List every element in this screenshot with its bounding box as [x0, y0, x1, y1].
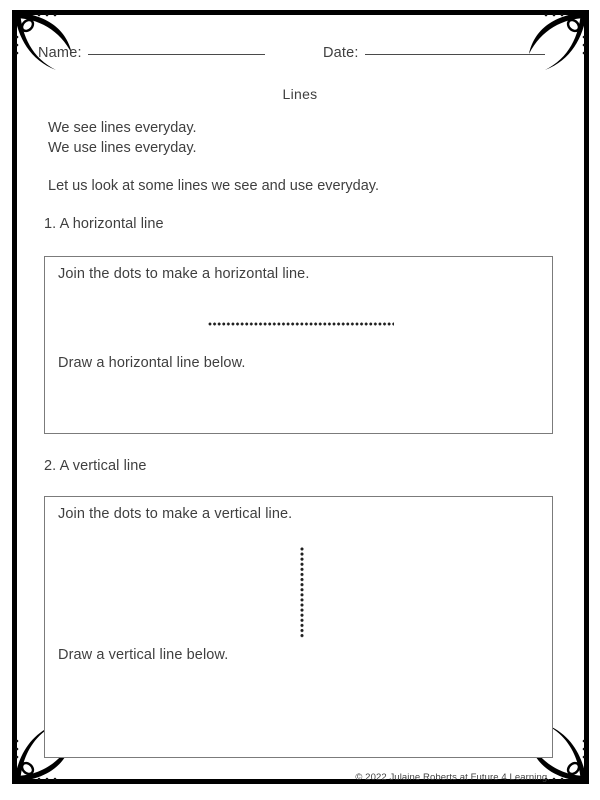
dotted-guide-horizontal[interactable] — [208, 322, 394, 326]
name-input-rule[interactable] — [88, 54, 265, 55]
draw-instruction-horizontal: Draw a horizontal line below. — [58, 355, 246, 371]
section-heading-vertical: 2. A vertical line — [44, 458, 147, 474]
intro-line-2: We use lines everyday. — [48, 140, 197, 156]
intro-line-1: We see lines everyday. — [48, 120, 197, 136]
student-info-row — [38, 45, 558, 69]
page-title: Lines — [282, 86, 318, 102]
exercise-box-vertical — [44, 496, 553, 758]
intro-spacer — [48, 158, 528, 176]
date-field-group[interactable] — [323, 45, 545, 61]
date-input-rule[interactable] — [365, 54, 545, 55]
draw-instruction-vertical: Draw a vertical line below. — [58, 647, 229, 663]
page-border-top — [12, 10, 589, 15]
name-label: Name: — [38, 45, 82, 61]
copyright-footer: © 2022 Julaine Roberts at Future 4 Learning. — [355, 772, 550, 783]
exercise-prompt-vertical: Join the dots to make a vertical line. — [58, 506, 293, 522]
page-border-right — [584, 10, 589, 784]
date-label: Date: — [323, 45, 359, 61]
exercise-prompt-horizontal: Join the dots to make a horizontal line. — [58, 266, 310, 282]
name-field-group[interactable] — [38, 45, 265, 61]
section-heading-horizontal: 1. A horizontal line — [44, 216, 164, 232]
exercise-box-horizontal — [44, 256, 553, 434]
intro-line-3: Let us look at some lines we see and use everyday. — [48, 178, 380, 194]
dotted-guide-vertical[interactable] — [300, 547, 304, 639]
page-border-left — [12, 10, 17, 784]
intro-paragraphs — [48, 118, 528, 196]
